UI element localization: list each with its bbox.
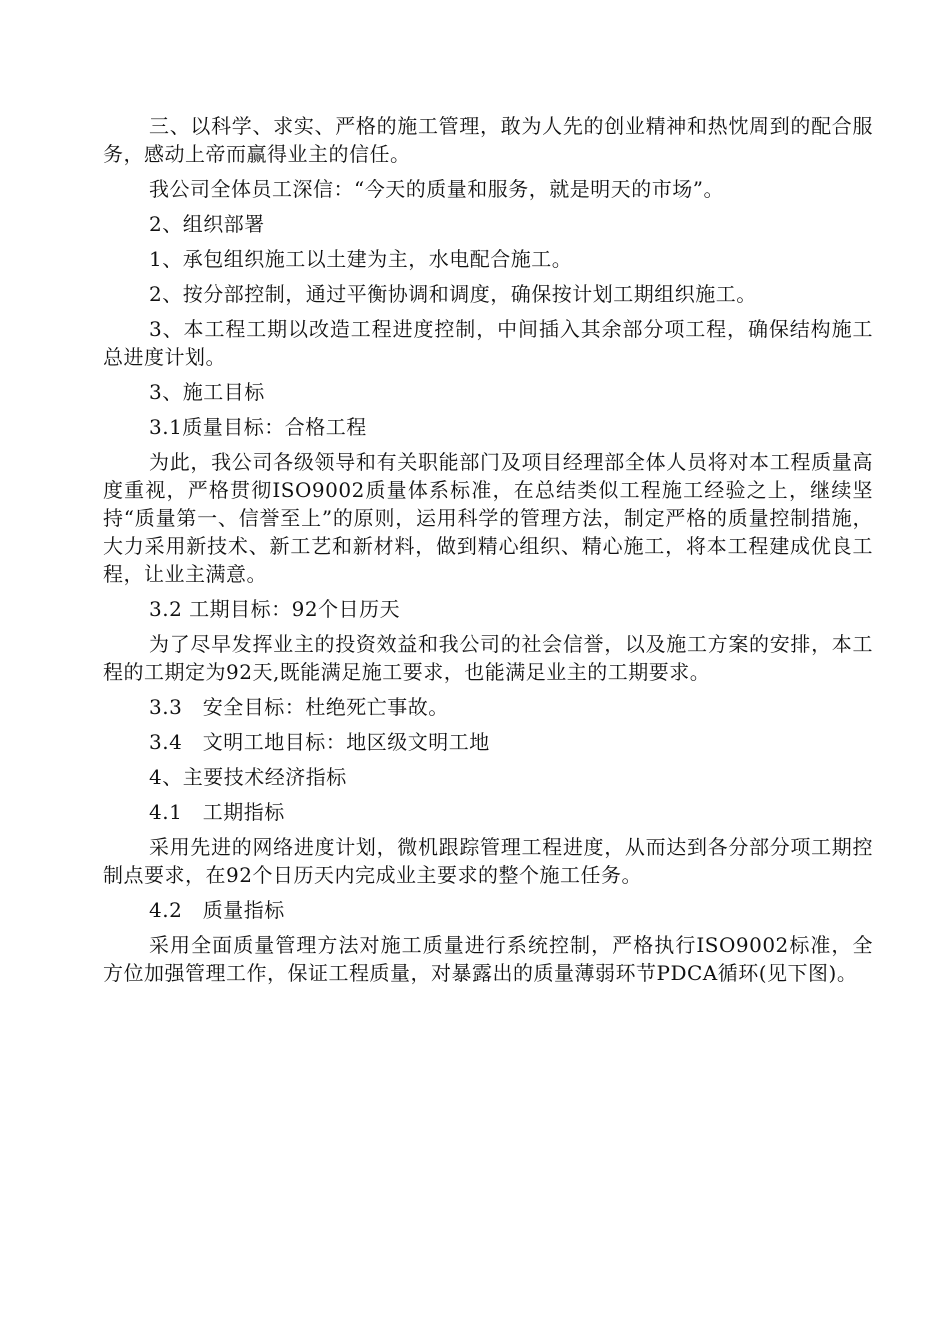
heading-technical-indicators: 4、主要技术经济指标 xyxy=(149,765,347,789)
heading-quality-goal: 3.1质量目标：合格工程 xyxy=(149,415,367,439)
heading-safety-goal: 3.3 安全目标：杜绝死亡事故。 xyxy=(149,695,449,719)
paragraph-quality-goal: 为此，我公司各级领导和有关职能部门及项目经理部全体人员将对本工程质量高度重视，严格贯彻ISO9002质量体系标准，在总结类似工程施工经验之上，继续坚持“质量第一、信誉至上”的原则，运用科学的管理方法，制定严格的质量控制措施，大力采用新技术、新工艺和新材料，做到精心组织、精心施工，将本工程建成优良工程，让业主满意。 xyxy=(103,450,873,586)
paragraph-org-item-2: 2、按分部控制，通过平衡协调和调度，确保按计划工期组织施工。 xyxy=(149,282,757,306)
paragraph-schedule-indicator: 采用先进的网络进度计划，微机跟踪管理工程进度，从而达到各分部分项工期控制点要求，在92个日历天内完成业主要求的整个施工任务。 xyxy=(103,835,873,887)
paragraph-staff-belief: 我公司全体员工深信：“今天的质量和服务，就是明天的市场”。 xyxy=(149,177,724,201)
heading-schedule-goal: 3.2 工期目标：92个日历天 xyxy=(149,597,401,621)
paragraph-org-item-3: 3、本工程工期以改造工程进度控制，中间插入其余部分项工程，确保结构施工总进度计划。 xyxy=(103,317,873,369)
heading-quality-indicator: 4.2 质量指标 xyxy=(149,898,285,922)
paragraph-org-item-1: 1、承包组织施工以土建为主，水电配合施工。 xyxy=(149,247,573,271)
heading-construction-goals: 3、施工目标 xyxy=(149,380,265,404)
heading-civilized-site-goal: 3.4 文明工地目标：地区级文明工地 xyxy=(149,730,490,754)
heading-organization: 2、组织部署 xyxy=(149,212,265,236)
paragraph-quality-indicator: 采用全面质量管理方法对施工质量进行系统控制，严格执行ISO9002标准，全方位加强管理工作，保证工程质量，对暴露出的质量薄弱环节PDCA循环(见下图)。 xyxy=(103,933,873,985)
document-body xyxy=(103,112,873,994)
paragraph-schedule-goal: 为了尽早发挥业主的投资效益和我公司的社会信誉，以及施工方案的安排，本工程的工期定为92天,既能满足施工要求，也能满足业主的工期要求。 xyxy=(103,632,873,684)
paragraph-service-principle: 三、以科学、求实、严格的施工管理，敢为人先的创业精神和热忱周到的配合服务，感动上帝而赢得业主的信任。 xyxy=(103,114,873,166)
heading-schedule-indicator: 4.1 工期指标 xyxy=(149,800,285,824)
